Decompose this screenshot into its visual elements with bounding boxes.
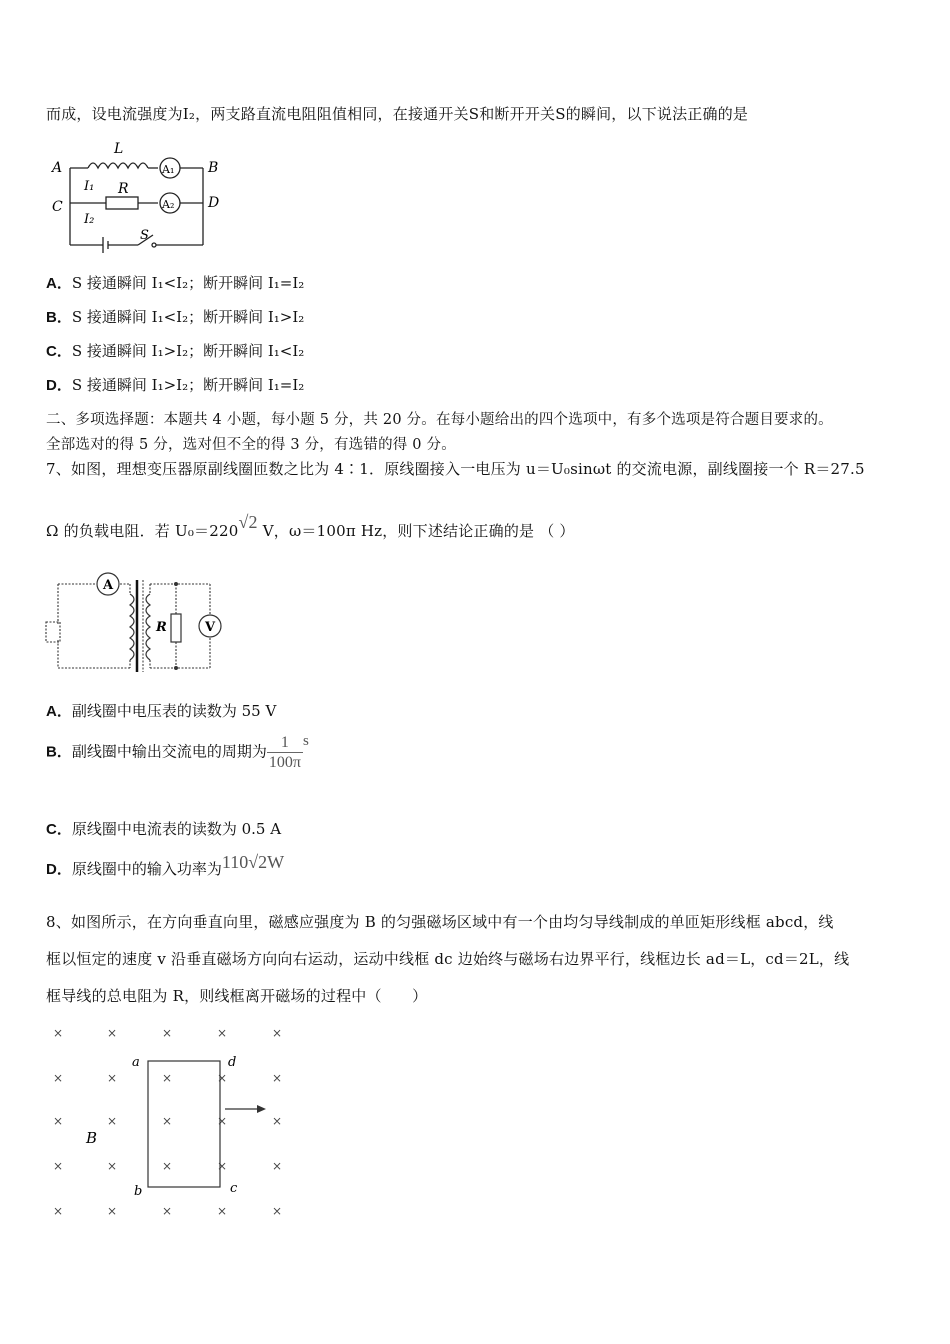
q8-magnetic-field-figure (40, 1015, 300, 1225)
label-a: a (132, 1055, 140, 1070)
q8-line3: 框导线的总电阻为 R，则线框离开磁场的过程中（ ） (46, 987, 428, 1005)
q8-line2: 框以恒定的速度 v 沿垂直磁场方向向右运动，运动中线框 dc 边始终与磁场右边界平行，线框边长 ad＝L，cd＝2L，线 (46, 950, 850, 968)
field-cross-mark: × (162, 1114, 173, 1128)
label-d: d (228, 1055, 237, 1070)
field-cross-mark: × (107, 1204, 118, 1218)
label-B-field: B (86, 1129, 98, 1147)
label-B: B (208, 160, 219, 176)
field-cross-mark: × (53, 1026, 64, 1040)
q7-line1: 7、如图，理想变压器原副线圈匝数之比为 4∶1．原线圈接入一电压为 u＝U₀sinωt 的交流电源，副线圈接一个 R＝27.5 (46, 460, 865, 478)
field-cross-mark: × (272, 1026, 283, 1040)
field-cross-mark: × (53, 1114, 64, 1128)
q6-option-a: A．S 接通瞬间 I₁<I₂；断开瞬间 I₁=I₂ (46, 274, 305, 292)
label-R: R (118, 181, 129, 197)
label-A: A (52, 160, 63, 176)
label-I1: I₁ (84, 179, 95, 194)
field-cross-mark: × (107, 1026, 118, 1040)
q7-option-a: A．副线圈中电压表的读数为 55 V (46, 702, 277, 720)
field-cross-mark: × (53, 1204, 64, 1218)
section2-line1: 二、多项选择题：本题共 4 小题，每小题 5 分，共 20 分。在每小题给出的四个选项中，有多个选项是符合题目要求的。 (46, 412, 833, 428)
ammeter-A2: A₂ (162, 198, 175, 211)
label-D: D (208, 195, 220, 211)
label-L: L (114, 141, 124, 157)
resistor-label: R (156, 620, 167, 635)
section2-line2: 全部选对的得 5 分，选对但不全的得 3 分，有选错的得 0 分。 (46, 437, 456, 453)
period-fraction: $\frac{1}{100\pi}$ (268, 734, 301, 772)
q7-option-b: B．副线圈中输出交流电的周期为 $\frac{1}{100\pi}$ s (46, 732, 309, 772)
label-c: c (230, 1181, 238, 1196)
power-formula: 110√2W (221, 852, 285, 872)
field-cross-mark: × (272, 1159, 283, 1173)
label-I2: I₂ (84, 212, 95, 227)
q8-line1: 8、如图所示，在方向垂直向里，磁感应强度为 B 的匀强磁场区域中有一个由均匀导线制成的单匝矩形线框 abcd，线 (46, 913, 834, 931)
field-cross-mark: × (217, 1204, 228, 1218)
sqrt2: √2 (238, 512, 258, 532)
label-C: C (52, 199, 63, 215)
field-cross-mark: × (217, 1159, 228, 1173)
field-cross-mark: × (272, 1204, 283, 1218)
label-S: S (140, 228, 149, 243)
field-cross-mark: × (162, 1204, 173, 1218)
ammeter-A1: A₁ (162, 163, 175, 176)
field-cross-mark: × (162, 1026, 173, 1040)
field-cross-mark: × (53, 1071, 64, 1085)
label-b: b (134, 1184, 143, 1199)
field-cross-mark: × (162, 1159, 173, 1173)
q7-option-c: C．原线圈中电流表的读数为 0.5 A (46, 820, 282, 838)
field-cross-mark: × (107, 1071, 118, 1085)
q7-option-d: D．原线圈中的输入功率为110√2W (46, 852, 285, 878)
field-cross-mark: × (217, 1114, 228, 1128)
voltmeter-label: V (205, 620, 216, 635)
field-cross-mark: × (272, 1071, 283, 1085)
field-cross-mark: × (107, 1159, 118, 1173)
field-cross-mark: × (162, 1071, 173, 1085)
ammeter-label: A (103, 578, 114, 593)
q7-line2: Ω 的负载电阻．若 U₀＝220√2 V，ω＝100π Hz，则下述结论正确的是 （ ） (46, 512, 575, 540)
field-cross-mark: × (272, 1114, 283, 1128)
q6-option-b: B．S 接通瞬间 I₁<I₂；断开瞬间 I₁>I₂ (46, 308, 305, 326)
field-cross-mark: × (217, 1071, 228, 1085)
field-cross-mark: × (53, 1159, 64, 1173)
q6-option-c: C．S 接通瞬间 I₁>I₂；断开瞬间 I₁<I₂ (46, 342, 305, 360)
q6-option-d: D．S 接通瞬间 I₁>I₂；断开瞬间 I₁=I₂ (46, 376, 305, 394)
q6-circuit-figure (48, 135, 238, 255)
field-cross-mark: × (107, 1114, 118, 1128)
q7-transformer-figure (42, 572, 242, 677)
q6-intro: 而成，设电流强度为I₂，两支路直流电阻阻值相同，在接通开关S和断开开关S的瞬间，以下说法正确的是 (46, 105, 749, 123)
field-cross-mark: × (217, 1026, 228, 1040)
